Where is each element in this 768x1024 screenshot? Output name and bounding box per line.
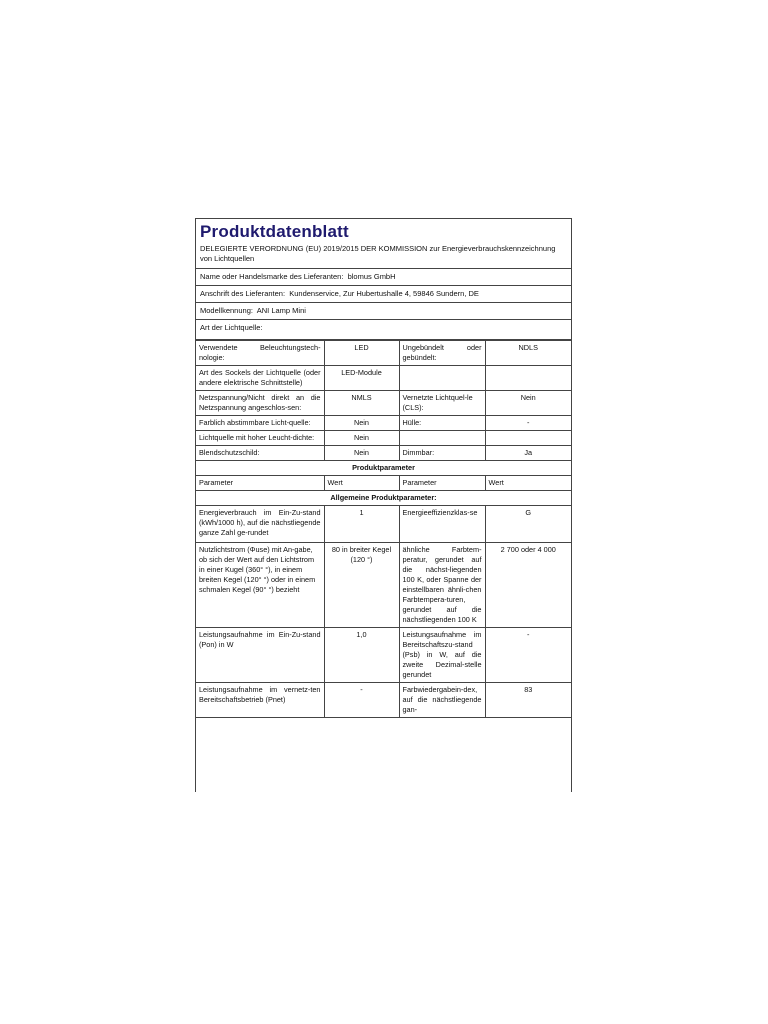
- type-value: [485, 431, 571, 446]
- address-value: Kundenservice, Zur Hubertushalle 4, 59846 Sundern, DE: [289, 289, 479, 298]
- section-row: [196, 491, 571, 506]
- address-label: Anschrift des Lieferanten:: [200, 289, 286, 298]
- type-value: [485, 366, 571, 391]
- address-row: [196, 286, 571, 303]
- section-row: [196, 461, 571, 476]
- product-params-heading: Produktparameter: [196, 461, 571, 476]
- param-label: Leistungsaufnahme im vernetz-ten Bereitschaftsbetrieb (Pnet): [196, 683, 324, 718]
- type-value: LED-Module: [324, 366, 399, 391]
- type-value: Nein: [324, 416, 399, 431]
- regulation-subtitle: DELEGIERTE VERORDNUNG (EU) 2019/2015 DER KOMMISSION zur Energieverbrauchskennzeichnung von Lichtquellen: [200, 244, 556, 263]
- type-label: Vernetzte Lichtquel-le (CLS):: [399, 391, 485, 416]
- param-label: Energieeffizienzklas-se: [399, 506, 485, 543]
- table-row: [196, 431, 571, 446]
- table-row: [196, 341, 571, 366]
- type-label: Farblich abstimmbare Licht-quelle:: [196, 416, 324, 431]
- type-label: [399, 431, 485, 446]
- header-block: [196, 219, 571, 269]
- model-row: [196, 303, 571, 320]
- general-params-heading: Allgemeine Produktparameter:: [196, 491, 571, 506]
- type-value: Nein: [485, 391, 571, 416]
- type-label: Hülle:: [399, 416, 485, 431]
- param-label: Energieverbrauch im Ein-Zu-stand (kWh/1000 h), auf die nächstliegende ganze Zahl ge-rundet: [196, 506, 324, 543]
- supplier-value: blomus GmbH: [347, 272, 396, 281]
- param-value: 1,0: [324, 628, 399, 683]
- type-label: Art des Sockels der Lichtquelle (oder andere elektrische Schnittstelle): [196, 366, 324, 391]
- type-label: Lichtquelle mit hoher Leucht-dichte:: [196, 431, 324, 446]
- param-value: 80 in breiter Kegel (120 °): [324, 543, 399, 628]
- column-header: Wert: [485, 476, 571, 491]
- param-label: Nutzlichtstrom (Φuse) mit An-gabe, ob sich der Wert auf den Lichtstrom in einer Kugel (360° °), in einem breiten Kegel (120° °) oder in einem schmalen Kegel (90° °) bezieht: [196, 543, 324, 628]
- param-value: -: [324, 683, 399, 718]
- param-header-row: [196, 476, 571, 491]
- type-value: Nein: [324, 446, 399, 461]
- table-row: [196, 416, 571, 431]
- type-table: [196, 340, 571, 718]
- param-value: G: [485, 506, 571, 543]
- type-value: Ja: [485, 446, 571, 461]
- type-label: Dimmbar:: [399, 446, 485, 461]
- param-label: Leistungsaufnahme im Bereitschaftszu-stand (Psb) in W, auf die zweite Dezimal-stelle gerundet: [399, 628, 485, 683]
- table-row: [196, 391, 571, 416]
- type-label: [399, 366, 485, 391]
- type-value: LED: [324, 341, 399, 366]
- column-header: Parameter: [399, 476, 485, 491]
- param-value: 2 700 oder 4 000: [485, 543, 571, 628]
- type-heading-row: [196, 320, 571, 340]
- supplier-label: Name oder Handelsmarke des Lieferanten:: [200, 272, 344, 281]
- sheet-title: Produktdatenblatt: [200, 222, 349, 241]
- product-data-sheet: [195, 218, 572, 792]
- param-value: 1: [324, 506, 399, 543]
- table-row: [196, 366, 571, 391]
- column-header: Parameter: [196, 476, 324, 491]
- table-row: [196, 543, 571, 628]
- type-value: -: [485, 416, 571, 431]
- type-value: NMLS: [324, 391, 399, 416]
- model-value: ANI Lamp Mini: [256, 306, 306, 315]
- type-label: Ungebündelt oder gebündelt:: [399, 341, 485, 366]
- type-heading: Art der Lichtquelle:: [200, 323, 263, 332]
- model-label: Modellkennung:: [200, 306, 253, 315]
- type-label: Verwendete Beleuchtungstech-nologie:: [196, 341, 324, 366]
- table-row: [196, 506, 571, 543]
- table-row: [196, 628, 571, 683]
- table-row: [196, 683, 571, 718]
- table-row: [196, 446, 571, 461]
- type-label: Netzspannung/Nicht direkt an die Netzspannung angeschlos-sen:: [196, 391, 324, 416]
- param-value: 83: [485, 683, 571, 718]
- param-label: Leistungsaufnahme im Ein-Zu-stand (Pon) in W: [196, 628, 324, 683]
- param-label: ähnliche Farbtem-peratur, gerundet auf die nächst-liegenden 100 K, oder Spanne der einstellbaren ähnli-chen Farbtempera-turen, gerundet auf die nächstliegenden 100 K: [399, 543, 485, 628]
- param-label: Farbwiedergabein-dex, auf die nächstliegende gan-: [399, 683, 485, 718]
- type-value: NDLS: [485, 341, 571, 366]
- supplier-row: [196, 269, 571, 286]
- param-value: -: [485, 628, 571, 683]
- type-value: Nein: [324, 431, 399, 446]
- column-header: Wert: [324, 476, 399, 491]
- type-label: Blendschutzschild:: [196, 446, 324, 461]
